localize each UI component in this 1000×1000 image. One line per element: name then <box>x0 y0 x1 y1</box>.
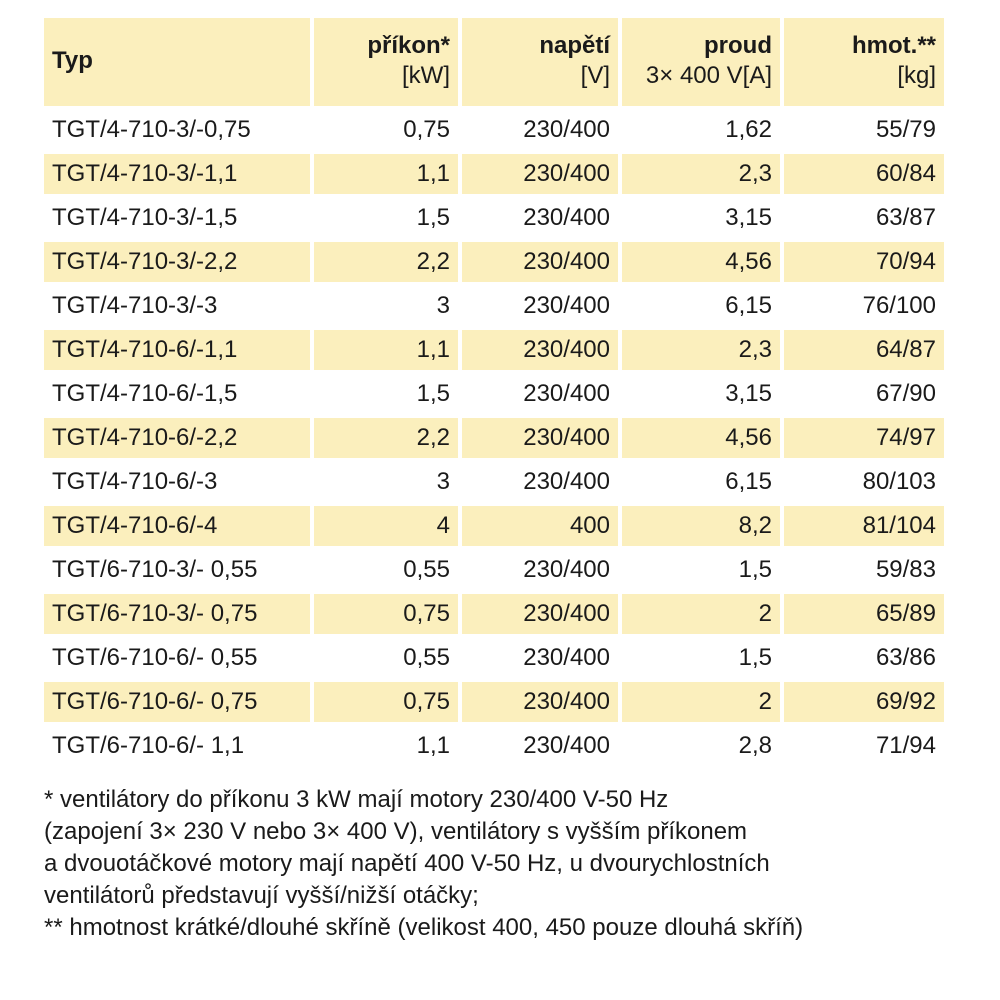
header-label: napětí <box>539 32 610 59</box>
cell-hmotnost: 63/87 <box>784 198 944 238</box>
header-unit: [kW] <box>402 62 450 89</box>
cell-typ: TGT/4-710-3/-1,5 <box>44 198 310 238</box>
footnotes <box>44 784 936 944</box>
table-header <box>44 18 944 106</box>
cell-hmotnost: 60/84 <box>784 154 944 194</box>
cell-typ: TGT/6-710-6/- 0,55 <box>44 638 310 678</box>
fan-spec-table <box>40 14 948 770</box>
cell-hmotnost: 71/94 <box>784 726 944 766</box>
table-row <box>44 550 944 590</box>
cell-typ: TGT/6-710-6/- 0,75 <box>44 682 310 722</box>
cell-napeti: 230/400 <box>462 462 618 502</box>
cell-napeti: 230/400 <box>462 726 618 766</box>
table-row <box>44 682 944 722</box>
cell-hmotnost: 63/86 <box>784 638 944 678</box>
cell-prikon: 1,1 <box>314 154 458 194</box>
cell-hmotnost: 70/94 <box>784 242 944 282</box>
cell-napeti: 230/400 <box>462 374 618 414</box>
header-proud <box>622 18 780 106</box>
cell-proud: 4,56 <box>622 242 780 282</box>
cell-hmotnost: 65/89 <box>784 594 944 634</box>
cell-proud: 1,5 <box>622 638 780 678</box>
cell-proud: 3,15 <box>622 374 780 414</box>
header-napeti <box>462 18 618 106</box>
table-row <box>44 462 944 502</box>
footnote-line: a dvouotáčkové motory mají napětí 400 V-50 Hz, u dvourychlostních <box>44 850 770 877</box>
table-row <box>44 506 944 546</box>
header-hmotnost <box>784 18 944 106</box>
cell-prikon: 4 <box>314 506 458 546</box>
cell-typ: TGT/4-710-3/-1,1 <box>44 154 310 194</box>
cell-typ: TGT/4-710-6/-1,5 <box>44 374 310 414</box>
cell-napeti: 230/400 <box>462 638 618 678</box>
header-unit: [V] <box>580 62 610 89</box>
cell-prikon: 3 <box>314 286 458 326</box>
footnote-line: (zapojení 3× 230 V nebo 3× 400 V), ventilátory s vyšším příkonem <box>44 818 748 845</box>
cell-proud: 1,5 <box>622 550 780 590</box>
cell-typ: TGT/6-710-6/- 1,1 <box>44 726 310 766</box>
cell-proud: 6,15 <box>622 286 780 326</box>
cell-typ: TGT/4-710-3/-2,2 <box>44 242 310 282</box>
footnote-line: ** hmotnost krátké/dlouhé skříně (velikost 400, 450 pouze dlouhá skříň) <box>44 914 804 941</box>
cell-napeti: 400 <box>462 506 618 546</box>
header-typ <box>44 18 310 106</box>
table-row <box>44 638 944 678</box>
footnote-line: ventilátorů představují vyšší/nižší otáčky; <box>44 882 479 909</box>
header-unit: 3× 400 V[A] <box>645 62 772 89</box>
cell-napeti: 230/400 <box>462 418 618 458</box>
cell-typ: TGT/4-710-3/-0,75 <box>44 110 310 150</box>
table-row <box>44 198 944 238</box>
header-label: příkon* <box>367 32 450 59</box>
cell-proud: 1,62 <box>622 110 780 150</box>
cell-hmotnost: 55/79 <box>784 110 944 150</box>
header-prikon <box>314 18 458 106</box>
table-row <box>44 154 944 194</box>
cell-hmotnost: 81/104 <box>784 506 944 546</box>
cell-prikon: 1,5 <box>314 374 458 414</box>
cell-napeti: 230/400 <box>462 594 618 634</box>
cell-prikon: 2,2 <box>314 418 458 458</box>
cell-typ: TGT/6-710-3/- 0,75 <box>44 594 310 634</box>
header-row <box>44 18 944 106</box>
header-label: Typ <box>52 47 93 74</box>
cell-prikon: 0,75 <box>314 594 458 634</box>
cell-typ: TGT/4-710-3/-3 <box>44 286 310 326</box>
cell-napeti: 230/400 <box>462 242 618 282</box>
cell-prikon: 0,75 <box>314 110 458 150</box>
table-row <box>44 726 944 766</box>
cell-prikon: 3 <box>314 462 458 502</box>
header-label: hmot.** <box>852 32 936 59</box>
cell-typ: TGT/4-710-6/-2,2 <box>44 418 310 458</box>
cell-typ: TGT/4-710-6/-1,1 <box>44 330 310 370</box>
cell-proud: 2,8 <box>622 726 780 766</box>
spec-sheet <box>44 14 936 944</box>
table-row <box>44 110 944 150</box>
cell-proud: 8,2 <box>622 506 780 546</box>
cell-proud: 3,15 <box>622 198 780 238</box>
cell-hmotnost: 74/97 <box>784 418 944 458</box>
cell-typ: TGT/4-710-6/-4 <box>44 506 310 546</box>
cell-prikon: 0,75 <box>314 682 458 722</box>
cell-proud: 2,3 <box>622 154 780 194</box>
cell-prikon: 1,5 <box>314 198 458 238</box>
cell-hmotnost: 59/83 <box>784 550 944 590</box>
cell-prikon: 0,55 <box>314 550 458 590</box>
cell-napeti: 230/400 <box>462 330 618 370</box>
table-row <box>44 242 944 282</box>
cell-proud: 4,56 <box>622 418 780 458</box>
cell-proud: 2,3 <box>622 330 780 370</box>
cell-proud: 6,15 <box>622 462 780 502</box>
cell-prikon: 1,1 <box>314 330 458 370</box>
table-row <box>44 286 944 326</box>
cell-napeti: 230/400 <box>462 286 618 326</box>
cell-hmotnost: 80/103 <box>784 462 944 502</box>
footnote-line: * ventilátory do příkonu 3 kW mají motory 230/400 V-50 Hz <box>44 786 669 813</box>
table-body <box>44 110 944 766</box>
table-row <box>44 418 944 458</box>
cell-hmotnost: 69/92 <box>784 682 944 722</box>
cell-prikon: 2,2 <box>314 242 458 282</box>
header-label: proud <box>704 32 772 59</box>
cell-napeti: 230/400 <box>462 682 618 722</box>
cell-typ: TGT/4-710-6/-3 <box>44 462 310 502</box>
cell-napeti: 230/400 <box>462 154 618 194</box>
table-row <box>44 374 944 414</box>
cell-hmotnost: 64/87 <box>784 330 944 370</box>
cell-proud: 2 <box>622 594 780 634</box>
cell-napeti: 230/400 <box>462 198 618 238</box>
cell-hmotnost: 67/90 <box>784 374 944 414</box>
cell-typ: TGT/6-710-3/- 0,55 <box>44 550 310 590</box>
cell-proud: 2 <box>622 682 780 722</box>
cell-prikon: 1,1 <box>314 726 458 766</box>
cell-hmotnost: 76/100 <box>784 286 944 326</box>
table-row <box>44 594 944 634</box>
cell-napeti: 230/400 <box>462 550 618 590</box>
cell-napeti: 230/400 <box>462 110 618 150</box>
header-unit: [kg] <box>897 62 936 89</box>
table-row <box>44 330 944 370</box>
cell-prikon: 0,55 <box>314 638 458 678</box>
